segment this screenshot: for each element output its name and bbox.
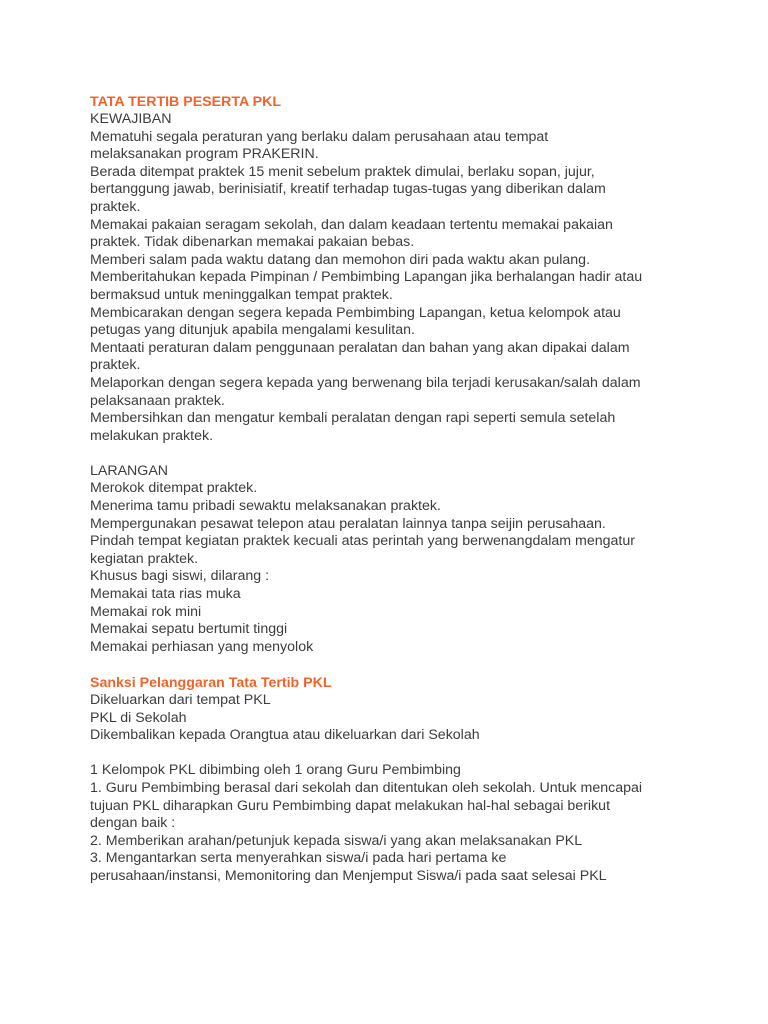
text-line: petugas yang ditunjuk apabila mengalami kesulitan. bbox=[90, 322, 415, 339]
text-line: tujuan PKL diharapkan Guru Pembimbing dapat melakukan hal-hal sebagai berikut bbox=[90, 797, 611, 814]
text-line: Membersihkan dan mengatur kembali peralatan dengan rapi seperti semula setelah bbox=[90, 410, 616, 427]
text-line: praktek. bbox=[90, 198, 141, 215]
text-line: melaksanakan program PRAKERIN. bbox=[90, 146, 319, 163]
text-line: dengan baik : bbox=[90, 815, 176, 832]
text-line: Melaporkan dengan segera kepada yang berwenang bila terjadi kerusakan/salah dalam bbox=[90, 374, 641, 391]
text-line: PKL di Sekolah bbox=[90, 709, 187, 726]
text-line: pelaksanaan praktek. bbox=[90, 392, 225, 409]
text-line: Menerima tamu pribadi sewaktu melaksanakan praktek. bbox=[90, 498, 441, 515]
text-line: praktek. Tidak dibenarkan memakai pakaian bebas. bbox=[90, 234, 415, 251]
text-line: Membicarakan dengan segera kepada Pembimbing Lapangan, ketua kelompok atau bbox=[90, 304, 621, 321]
text-line: Mentaati peraturan dalam penggunaan peralatan dan bahan yang akan dipakai dalam bbox=[90, 339, 630, 356]
text-line: Merokok ditempat praktek. bbox=[90, 480, 258, 497]
text-line: Memakai rok mini bbox=[90, 603, 202, 620]
spacer bbox=[90, 656, 750, 674]
section-title-sanksi: Sanksi Pelanggaran Tata Tertib PKL bbox=[90, 675, 332, 691]
text-line: Memakai perhiasan yang menyolok bbox=[90, 638, 314, 655]
text-line: Memberitahukan kepada Pimpinan / Pembimbing Lapangan jika berhalangan hadir atau bbox=[90, 269, 643, 286]
text-line: Mematuhi segala peraturan yang berlaku dalam perusahaan atau tempat bbox=[90, 128, 549, 145]
text-line: bermaksud untuk meninggalkan tempat praktek. bbox=[90, 286, 393, 303]
text-line: 2. Memberikan arahan/petunjuk kepada siswa/i yang akan melaksanakan PKL bbox=[90, 832, 583, 849]
text-line: perusahaan/instansi, Memonitoring dan Menjemput Siswa/i pada saat selesai PKL bbox=[90, 867, 607, 884]
text-line: Memakai pakaian seragam sekolah, dan dalam keadaan tertentu memakai pakaian bbox=[90, 216, 613, 233]
text-line: Memakai tata rias muka bbox=[90, 586, 241, 603]
spacer bbox=[90, 745, 750, 763]
text-line: bertanggung jawab, berinisiatif, kreatif terhadap tugas-tugas yang diberikan dalam bbox=[90, 181, 606, 198]
text-line: Dikeluarkan dari tempat PKL bbox=[90, 692, 271, 708]
text-line: melakukan praktek. bbox=[90, 427, 214, 444]
text-line: Mempergunakan pesawat telepon atau peralatan lainnya tanpa seijin perusahaan. bbox=[90, 515, 606, 532]
text-line: Dikembalikan kepada Orangtua atau dikeluarkan dari Sekolah bbox=[90, 727, 480, 744]
text-line: 1 Kelompok PKL dibimbing oleh 1 orang Guru Pembimbing bbox=[90, 762, 461, 779]
text-line: Memakai sepatu bertumit tinggi bbox=[90, 621, 288, 638]
section-heading-kewajiban: KEWAJIBAN bbox=[90, 111, 172, 127]
text-line: Khusus bagi siswi, dilarang : bbox=[90, 568, 270, 585]
text-line: Berada ditempat praktek 15 menit sebelum praktek dimulai, berlaku sopan, jujur, bbox=[90, 163, 595, 180]
section-heading-larangan: LARANGAN bbox=[90, 462, 169, 479]
text-line: Pindah tempat kegiatan praktek kecuali atas perintah yang berwenangdalam mengatur bbox=[90, 533, 635, 550]
text-line: Memberi salam pada waktu datang dan memohon diri pada waktu akan pulang. bbox=[90, 251, 591, 268]
spacer bbox=[90, 445, 750, 463]
text-line: 3. Mengantarkan serta menyerahkan siswa/i pada hari pertama ke bbox=[90, 850, 507, 867]
text-line: kegiatan praktek. bbox=[90, 550, 199, 567]
document-page bbox=[90, 93, 750, 886]
text-line: 1. Guru Pembimbing berasal dari sekolah dan ditentukan oleh sekolah. Untuk mencapai bbox=[90, 779, 643, 796]
text-line: praktek. bbox=[90, 357, 141, 374]
document-title: TATA TERTIB PESERTA PKL bbox=[90, 94, 281, 110]
